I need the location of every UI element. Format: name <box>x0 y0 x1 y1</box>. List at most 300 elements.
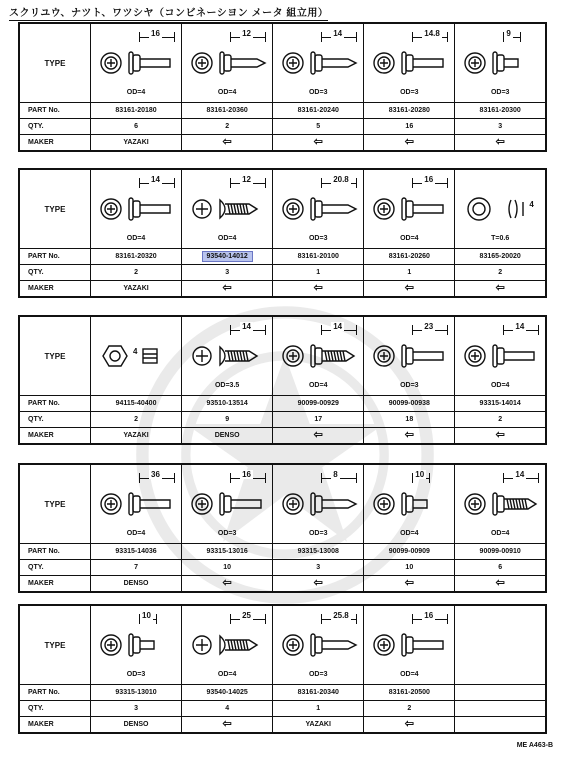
od-label: OD=4 <box>126 235 146 242</box>
part-illustration <box>455 170 545 248</box>
qty-cell <box>182 560 273 576</box>
part-illustration <box>455 465 545 543</box>
od-label: OD=3.5 <box>214 382 240 389</box>
od-label: OD=3 <box>308 671 328 678</box>
part-no-cell-value: 83161-20360 <box>206 107 248 114</box>
maker-cell-value: YAZAKI <box>123 432 149 439</box>
part-no-cell <box>455 685 546 701</box>
parts-table-5 <box>18 604 547 734</box>
maker-cell-value: ⇦ <box>495 282 505 294</box>
maker-cell <box>91 281 182 298</box>
washer-bolt-drawing <box>190 491 268 517</box>
maker-cell <box>91 135 182 152</box>
maker-cell <box>364 576 455 593</box>
type-cell <box>364 23 455 103</box>
qty-cell-value: 7 <box>134 564 138 571</box>
type-cell <box>182 605 273 685</box>
part-illustration <box>364 24 454 102</box>
dimension-label: 14 <box>333 322 343 331</box>
part-illustration <box>364 606 454 684</box>
qty-cell-value: 2 <box>225 123 230 130</box>
part-illustration <box>91 24 181 102</box>
dimension-label: 14 <box>242 322 251 331</box>
qty-cell-value: 3 <box>498 123 503 130</box>
maker-cell-value: ⇦ <box>313 136 323 148</box>
qty-cell <box>455 412 546 428</box>
part-no-cell <box>273 249 364 265</box>
part-no-cell <box>364 685 455 701</box>
qty-cell <box>455 560 546 576</box>
qty-cell <box>364 560 455 576</box>
washer-pointed-drawing <box>281 632 359 658</box>
part-no-cell-value: 90099-00910 <box>479 548 521 555</box>
maker-row <box>19 281 546 298</box>
od-label: OD=4 <box>400 530 419 537</box>
qty-cell <box>273 119 364 135</box>
part-illustration <box>91 317 181 395</box>
qty-cell <box>364 119 455 135</box>
od-label: OD=3 <box>400 382 419 389</box>
maker-cell-value: ⇦ <box>404 429 414 441</box>
washer-bolt-drawing <box>99 50 177 76</box>
od-label: OD=4 <box>400 235 419 242</box>
maker-cell-value: DENSO <box>214 432 240 439</box>
qty-cell-value: 1 <box>407 269 412 276</box>
maker-cell <box>455 281 546 298</box>
type-cell <box>364 316 455 396</box>
dimension-label: 36 <box>151 470 160 479</box>
dimension-label: 14 <box>515 470 525 479</box>
od-label: OD=3 <box>126 671 146 678</box>
row-label-part-no: PART No. <box>19 685 91 701</box>
washer-pointed-drawing <box>281 196 359 222</box>
qty-cell <box>182 701 273 717</box>
maker-cell-value: ⇦ <box>495 136 505 148</box>
maker-cell-value: ⇦ <box>495 429 505 441</box>
part-no-cell-value: 83161-20240 <box>297 107 339 114</box>
part-illustration <box>273 170 363 248</box>
dimension-label: 14 <box>333 29 343 38</box>
row-label-type: TYPE <box>19 169 91 249</box>
qty-row <box>19 412 546 428</box>
row-label-part-no: PART No. <box>19 249 91 265</box>
maker-cell <box>182 576 273 593</box>
washer-tapping-drawing <box>463 491 541 517</box>
part-no-cell-value: 83161-20340 <box>297 689 339 696</box>
dimension-label: 25.8 <box>333 611 349 620</box>
qty-cell-value: 9 <box>225 416 230 423</box>
part-illustration <box>273 317 363 395</box>
qty-cell <box>91 412 182 428</box>
dimension-label: 14 <box>515 322 525 331</box>
row-label-qty: QTY. <box>19 265 91 281</box>
washer-bolt-drawing <box>463 343 541 369</box>
maker-cell <box>273 576 364 593</box>
row-label-maker: MAKER <box>19 576 91 593</box>
part-no-cell <box>182 396 273 412</box>
part-no-cell-value: 93315-13016 <box>206 548 248 555</box>
maker-cell-value: ⇦ <box>404 718 414 730</box>
part-no-cell <box>91 249 182 265</box>
type-row <box>19 23 546 103</box>
maker-cell-value: ⇦ <box>495 577 505 589</box>
dimension-label: 25 <box>242 611 251 620</box>
qty-cell-value: 2 <box>134 416 138 423</box>
qty-cell <box>455 701 546 717</box>
row-label-qty: QTY. <box>19 560 91 576</box>
maker-cell <box>364 717 455 734</box>
dimension-label: 14.8 <box>424 29 440 38</box>
qty-cell <box>273 412 364 428</box>
part-illustration <box>455 317 545 395</box>
type-cell <box>455 605 546 685</box>
type-cell <box>182 316 273 396</box>
maker-cell-value: YAZAKI <box>305 721 331 728</box>
type-cell <box>182 23 273 103</box>
washer-short-drawing <box>99 632 177 658</box>
dimension-label: 10 <box>415 470 425 479</box>
part-no-cell <box>182 103 273 119</box>
maker-cell-value: DENSO <box>123 580 149 587</box>
part-no-cell-value: 93315-14036 <box>115 548 157 555</box>
part_no-row <box>19 103 546 119</box>
part-no-cell-value: 83161-20280 <box>388 107 430 114</box>
maker-cell <box>364 135 455 152</box>
qty-cell <box>364 412 455 428</box>
part-no-cell <box>182 685 273 701</box>
part-no-cell-value: 83161-20100 <box>297 253 339 260</box>
maker-cell <box>273 717 364 734</box>
washer-pointed-drawing <box>190 50 268 76</box>
od-label: OD=4 <box>217 671 237 678</box>
qty-cell-value: 6 <box>134 123 138 130</box>
part-no-cell-value: 93315-13008 <box>297 548 339 555</box>
qty-cell <box>182 412 273 428</box>
type-row <box>19 316 546 396</box>
maker-cell <box>455 135 546 152</box>
maker-cell <box>455 717 546 734</box>
part-no-cell <box>273 103 364 119</box>
washer-bolt-drawing <box>372 196 450 222</box>
qty-cell-value: 1 <box>316 705 321 712</box>
part-no-cell <box>364 396 455 412</box>
od-label: T=0.6 <box>491 235 510 242</box>
row-label-maker: MAKER <box>19 135 91 152</box>
qty-cell-value: 6 <box>498 564 503 571</box>
qty-cell <box>364 701 455 717</box>
part_no-row <box>19 685 546 701</box>
qty-cell <box>455 265 546 281</box>
part_no-row <box>19 396 546 412</box>
maker-cell-value: ⇦ <box>222 136 232 148</box>
type-cell <box>455 316 546 396</box>
maker-row <box>19 576 546 593</box>
hex-nut-drawing <box>99 343 177 369</box>
part-no-cell <box>455 249 546 265</box>
maker-cell <box>273 428 364 445</box>
row-label-part-no: PART No. <box>19 544 91 560</box>
qty-cell-value: 17 <box>314 416 323 423</box>
part-no-cell-value: 90099-00938 <box>388 400 430 407</box>
qty-cell <box>273 701 364 717</box>
maker-row <box>19 135 546 152</box>
type-cell <box>91 605 182 685</box>
part-illustration <box>91 465 181 543</box>
part-no-cell-value: 93510-13514 <box>206 400 248 407</box>
qty-cell-value: 2 <box>498 416 503 423</box>
maker-cell-value: DENSO <box>123 721 149 728</box>
type-cell <box>364 169 455 249</box>
part-no-cell <box>364 544 455 560</box>
part-no-cell-value: 93540-14025 <box>206 689 248 696</box>
qty-cell-value: 3 <box>134 705 138 712</box>
od-label: OD=4 <box>217 235 237 242</box>
part-no-cell-value: 93540-14012 <box>203 252 252 261</box>
maker-cell <box>273 135 364 152</box>
maker-cell-value: ⇦ <box>222 577 232 589</box>
od-label: OD=3 <box>490 89 510 96</box>
washer-bolt-drawing <box>99 196 177 222</box>
part-illustration <box>91 606 181 684</box>
part-no-cell-value: 83161-20320 <box>115 253 157 260</box>
maker-cell <box>182 281 273 298</box>
part-no-cell <box>273 544 364 560</box>
qty-cell-value: 4 <box>225 705 230 712</box>
page-code: ME A463-B <box>516 742 553 749</box>
maker-cell <box>91 717 182 734</box>
washer-bolt-drawing <box>372 632 450 658</box>
qty-cell-value: 10 <box>405 564 414 571</box>
flat-washer-drawing <box>463 196 541 222</box>
type-cell <box>182 464 273 544</box>
washer-pointed-drawing <box>281 50 359 76</box>
part-illustration <box>364 170 454 248</box>
phillips-tapping-drawing <box>190 632 268 658</box>
washer-bolt-drawing <box>372 50 450 76</box>
part-no-cell <box>182 544 273 560</box>
washer-bolt-drawing <box>99 491 177 517</box>
row-label-qty: QTY. <box>19 119 91 135</box>
row-label-maker: MAKER <box>19 281 91 298</box>
od-label: OD=3 <box>217 530 237 537</box>
part-no-cell <box>455 544 546 560</box>
row-label-qty: QTY. <box>19 412 91 428</box>
part-illustration <box>364 465 454 543</box>
qty-cell-value: 3 <box>225 269 230 276</box>
part-no-cell-value: 93315-14014 <box>479 400 521 407</box>
maker-cell-value: ⇦ <box>313 429 323 441</box>
maker-row <box>19 428 546 445</box>
part-illustration <box>91 170 181 248</box>
maker-cell-value: YAZAKI <box>123 139 149 146</box>
maker-cell <box>273 281 364 298</box>
row-label-qty: QTY. <box>19 701 91 717</box>
type-row <box>19 169 546 249</box>
maker-cell-value: ⇦ <box>222 282 232 294</box>
part-no-cell-value: 93315-13010 <box>115 689 157 696</box>
part-no-cell-value: 83161-20260 <box>388 253 430 260</box>
part-illustration <box>182 24 272 102</box>
row-label-type: TYPE <box>19 23 91 103</box>
maker-cell <box>182 135 273 152</box>
row-label-type: TYPE <box>19 605 91 685</box>
od-label: OD=4 <box>217 89 237 96</box>
washer-pointed-drawing <box>281 491 359 517</box>
part-illustration <box>364 317 454 395</box>
part-no-cell <box>91 544 182 560</box>
qty-cell-value: 2 <box>498 269 503 276</box>
dimension-label: 9 <box>506 29 511 38</box>
maker-cell-value: ⇦ <box>404 577 414 589</box>
part-no-cell <box>364 249 455 265</box>
dimension-label: 16 <box>424 175 434 184</box>
page-title: スクリユウ、ナツト、ワツシヤ（コンビネーシヨン メータ 組立用） <box>9 4 328 21</box>
part-illustration <box>182 606 272 684</box>
qty-cell-value: 3 <box>316 564 321 571</box>
washer-short-drawing <box>463 50 541 76</box>
part-illustration <box>273 24 363 102</box>
maker-cell-value: ⇦ <box>313 282 323 294</box>
maker-cell <box>182 717 273 734</box>
dimension-label: 8 <box>333 470 338 479</box>
part-illustration <box>273 606 363 684</box>
part_no-row <box>19 544 546 560</box>
qty-cell <box>182 265 273 281</box>
type-cell <box>364 464 455 544</box>
dimension-label: 16 <box>242 470 251 479</box>
phillips-tapping-drawing <box>190 196 268 222</box>
od-label: OD=3 <box>308 89 328 96</box>
parts-table-2 <box>18 168 547 298</box>
washer-bolt-drawing <box>372 343 450 369</box>
qty-cell <box>364 265 455 281</box>
part-no-cell <box>455 103 546 119</box>
maker-cell <box>91 576 182 593</box>
row-label-part-no: PART No. <box>19 103 91 119</box>
od-label: OD=4 <box>400 671 419 678</box>
qty-cell-value: 5 <box>316 123 321 130</box>
type-cell <box>91 23 182 103</box>
qty-cell <box>273 560 364 576</box>
qty-row <box>19 119 546 135</box>
od-label: OD=4 <box>490 382 510 389</box>
part-no-cell-value: 83165-20020 <box>479 253 521 260</box>
qty-cell-value: 1 <box>316 269 321 276</box>
row-label-maker: MAKER <box>19 428 91 445</box>
qty-cell-value: 2 <box>407 705 412 712</box>
od-label: OD=4 <box>126 530 146 537</box>
qty-cell-value: 16 <box>405 123 414 130</box>
parts-table-3 <box>18 315 547 445</box>
part_no-row <box>19 249 546 265</box>
maker-cell <box>364 428 455 445</box>
part-illustration <box>182 170 272 248</box>
part-no-cell-value: 83161-20300 <box>479 107 521 114</box>
type-row <box>19 605 546 685</box>
parts-table-4 <box>18 463 547 593</box>
part-no-cell-value: 83161-20180 <box>115 107 157 114</box>
dimension-label: 23 <box>424 322 434 331</box>
maker-cell-value: ⇦ <box>404 282 414 294</box>
maker-cell <box>455 576 546 593</box>
type-cell <box>455 169 546 249</box>
part-no-cell <box>182 249 273 265</box>
part-no-cell <box>91 396 182 412</box>
qty-cell-value: 10 <box>223 564 232 571</box>
qty-cell <box>455 119 546 135</box>
type-cell <box>273 605 364 685</box>
part-no-cell-value: 90099-00929 <box>297 400 339 407</box>
dimension-label: 16 <box>424 611 434 620</box>
type-cell <box>273 464 364 544</box>
part-no-cell <box>455 396 546 412</box>
od-label: OD=4 <box>490 530 510 537</box>
qty-cell <box>273 265 364 281</box>
type-cell <box>91 464 182 544</box>
dimension-label: 16 <box>151 29 160 38</box>
dimension-label: 4 <box>133 347 138 356</box>
part-no-cell-value: 94115-40400 <box>115 400 157 407</box>
maker-cell <box>455 428 546 445</box>
od-label: OD=4 <box>126 89 146 96</box>
type-cell <box>91 316 182 396</box>
phillips-tapping-drawing <box>190 343 268 369</box>
maker-cell <box>182 428 273 445</box>
maker-cell-value: ⇦ <box>222 718 232 730</box>
dimension-label: 14 <box>151 175 160 184</box>
row-label-type: TYPE <box>19 464 91 544</box>
part-illustration <box>182 317 272 395</box>
type-cell <box>364 605 455 685</box>
maker-cell-value: ⇦ <box>313 577 323 589</box>
qty-cell <box>91 560 182 576</box>
part-no-cell <box>273 685 364 701</box>
part-no-cell-value: 90099-00909 <box>388 548 430 555</box>
type-cell <box>273 316 364 396</box>
type-cell <box>455 23 546 103</box>
type-row <box>19 464 546 544</box>
dimension-label: 20.8 <box>333 175 349 184</box>
od-label: OD=3 <box>308 530 328 537</box>
dimension-label: 12 <box>242 175 251 184</box>
qty-cell-value: 2 <box>134 269 138 276</box>
qty-cell <box>91 265 182 281</box>
part-no-cell-value: 83161-20500 <box>388 689 430 696</box>
qty-row <box>19 560 546 576</box>
maker-cell <box>91 428 182 445</box>
type-cell <box>273 23 364 103</box>
part-no-cell <box>91 685 182 701</box>
part-no-cell <box>273 396 364 412</box>
qty-cell <box>91 119 182 135</box>
od-label: OD=4 <box>308 382 328 389</box>
washer-short-drawing <box>372 491 450 517</box>
type-cell <box>455 464 546 544</box>
dimension-label: 10 <box>142 611 151 620</box>
maker-row <box>19 717 546 734</box>
qty-cell-value: 18 <box>405 416 414 423</box>
od-label: OD=3 <box>400 89 419 96</box>
washer-tapping-drawing <box>281 343 359 369</box>
od-label: OD=3 <box>308 235 328 242</box>
type-cell <box>273 169 364 249</box>
type-cell <box>182 169 273 249</box>
row-label-type: TYPE <box>19 316 91 396</box>
qty-cell <box>91 701 182 717</box>
dimension-label: 12 <box>242 29 251 38</box>
type-cell <box>91 169 182 249</box>
part-illustration <box>455 24 545 102</box>
